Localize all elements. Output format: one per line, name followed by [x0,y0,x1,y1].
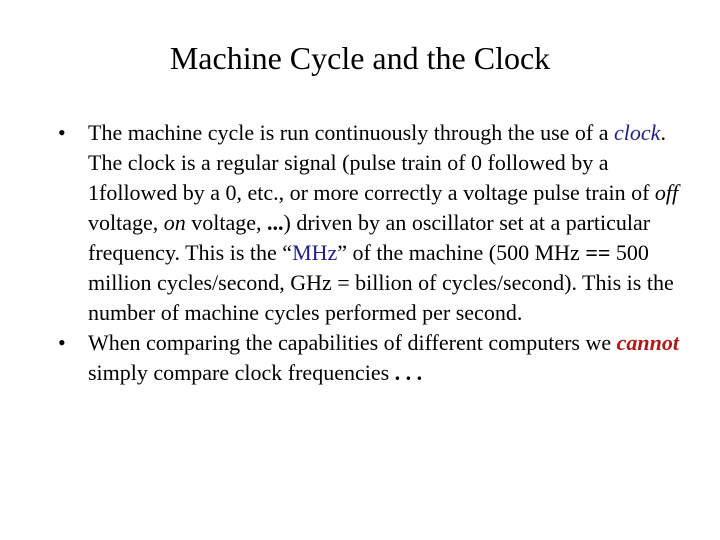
text-segment: 500 million cycles/second, GHz = billion of cycles/second). This is the number of machine cycles performed per second. [88,240,674,325]
text-segment: simply compare clock frequencies [88,360,395,385]
slide-title: Machine Cycle and the Clock [169,40,551,76]
term-mhz: MHz [292,240,338,265]
bullet-list [56,118,696,388]
term-on: on [163,210,186,235]
term-cannot: cannot [616,330,679,355]
bullet-icon: • [58,120,66,145]
bullet-icon: • [58,330,66,355]
term-off: off [654,180,679,205]
bullet-text [88,120,678,325]
text-segment: ) driven by an oscillator set at a particular frequency. This is the “ [88,210,651,265]
bullet-text [88,330,679,385]
text-segment: The machine cycle is run continuously through the use of a [88,120,615,145]
text-segment: voltage, [88,210,164,235]
equals-bold: == [585,240,611,265]
bullet-item-clock [56,118,696,328]
ellipsis-bold: ... [267,210,284,235]
text-segment: voltage, [185,210,268,235]
text-segment: ” of the machine (500 MHz [337,240,586,265]
term-clock: clock [614,120,661,145]
text-segment: . The clock is a regular signal (pulse train of 0 followed by a 1followed by a 0, etc., or more correctly a voltage pulse train of [88,120,666,205]
bullet-item-comparing [56,328,696,388]
text-segment: When comparing the capabilities of different computers we [88,330,617,355]
ellipsis-bold: . . . [394,360,423,385]
